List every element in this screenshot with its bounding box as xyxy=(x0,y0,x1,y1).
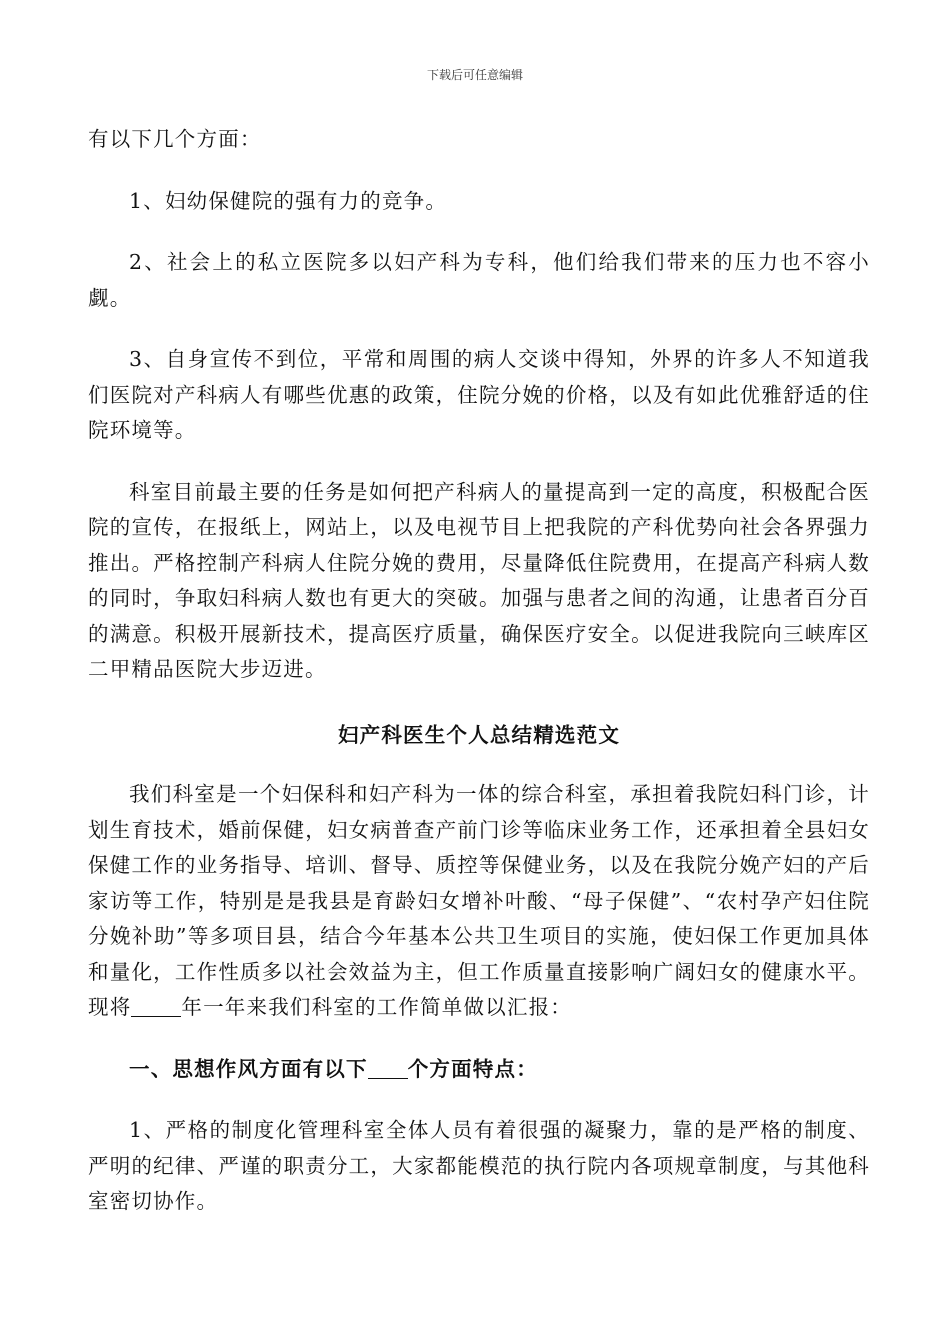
task-paragraph: 科室目前最主要的任务是如何把产科病人的量提高到一定的高度，积极配合医院的宣传，在报纸上，网站上，以及电视节目上把我院的产科优势向社会各界强力推出。严格控制产科病人住院分娩的费用，尽量降低住院费用，在提高产科病人数的同时，争取妇科病人数也有更大的突破。加强与患者之间的沟通，让患者百分百的满意。积极开展新技术，提高医疗质量，确保医疗安全。以促进我院向三峡库区二甲精品医院大步迈进。 xyxy=(88,479,870,681)
fill-in-blank xyxy=(368,1057,408,1079)
page-header-note: 下载后可任意编辑 xyxy=(426,68,523,82)
list-item-2: 2、社会上的私立医院多以妇产科为专科，他们给我们带来的压力也不容小觑。 xyxy=(88,250,870,310)
document-body xyxy=(88,122,870,1220)
point-1-paragraph: 1、严格的制度化管理科室全体人员有着很强的凝聚力，靠的是严格的制度、严明的纪律、严谨的职责分工，大家都能模范的执行院内各项规章制度，与其他科室密切协作。 xyxy=(88,1118,870,1213)
article-title: 妇产科医生个人总结精选范文 xyxy=(337,722,621,747)
heading-text-part1: 一、思想作风方面有以下 xyxy=(129,1056,368,1081)
heading-text-part2: 个方面特点： xyxy=(407,1056,538,1081)
intro-text-part1: 我们科室是一个妇保科和妇产科为一体的综合科室，承担着我院妇科门诊，计划生育技术，婚前保健，妇女病普查产前门诊等临床业务工作，还承担着全县妇女保健工作的业务指导、培训、督导、质控等保健业务，以及在我院分娩产妇的产后家访等工作，特别是是我县是育龄妇女增补叶酸、“母子保健”、“农村孕产妇住院分娩补助”等多项目县，结合今年基本公共卫生项目的实施，使妇保工作更加具体和量化，工作性质多以社会效益为主，但工作质量直接影响广阔妇女的健康水平。现将 xyxy=(88,782,870,1019)
fill-in-blank xyxy=(131,996,181,1018)
list-item-3: 3、自身宣传不到位，平常和周围的病人交谈中得知，外界的许多人不知道我们医院对产科病人有哪些优惠的政策，住院分娩的价格，以及有如此优雅舒适的住院环境等。 xyxy=(88,347,870,442)
intro-text-part2: 年一年来我们科室的工作简单做以汇报： xyxy=(181,995,573,1019)
section-intro: 有以下几个方面： xyxy=(88,127,262,151)
list-item-1: 1、妇幼保健院的强有力的竞争。 xyxy=(129,188,448,213)
intro-paragraph xyxy=(88,777,870,1026)
section-heading xyxy=(88,1052,870,1088)
